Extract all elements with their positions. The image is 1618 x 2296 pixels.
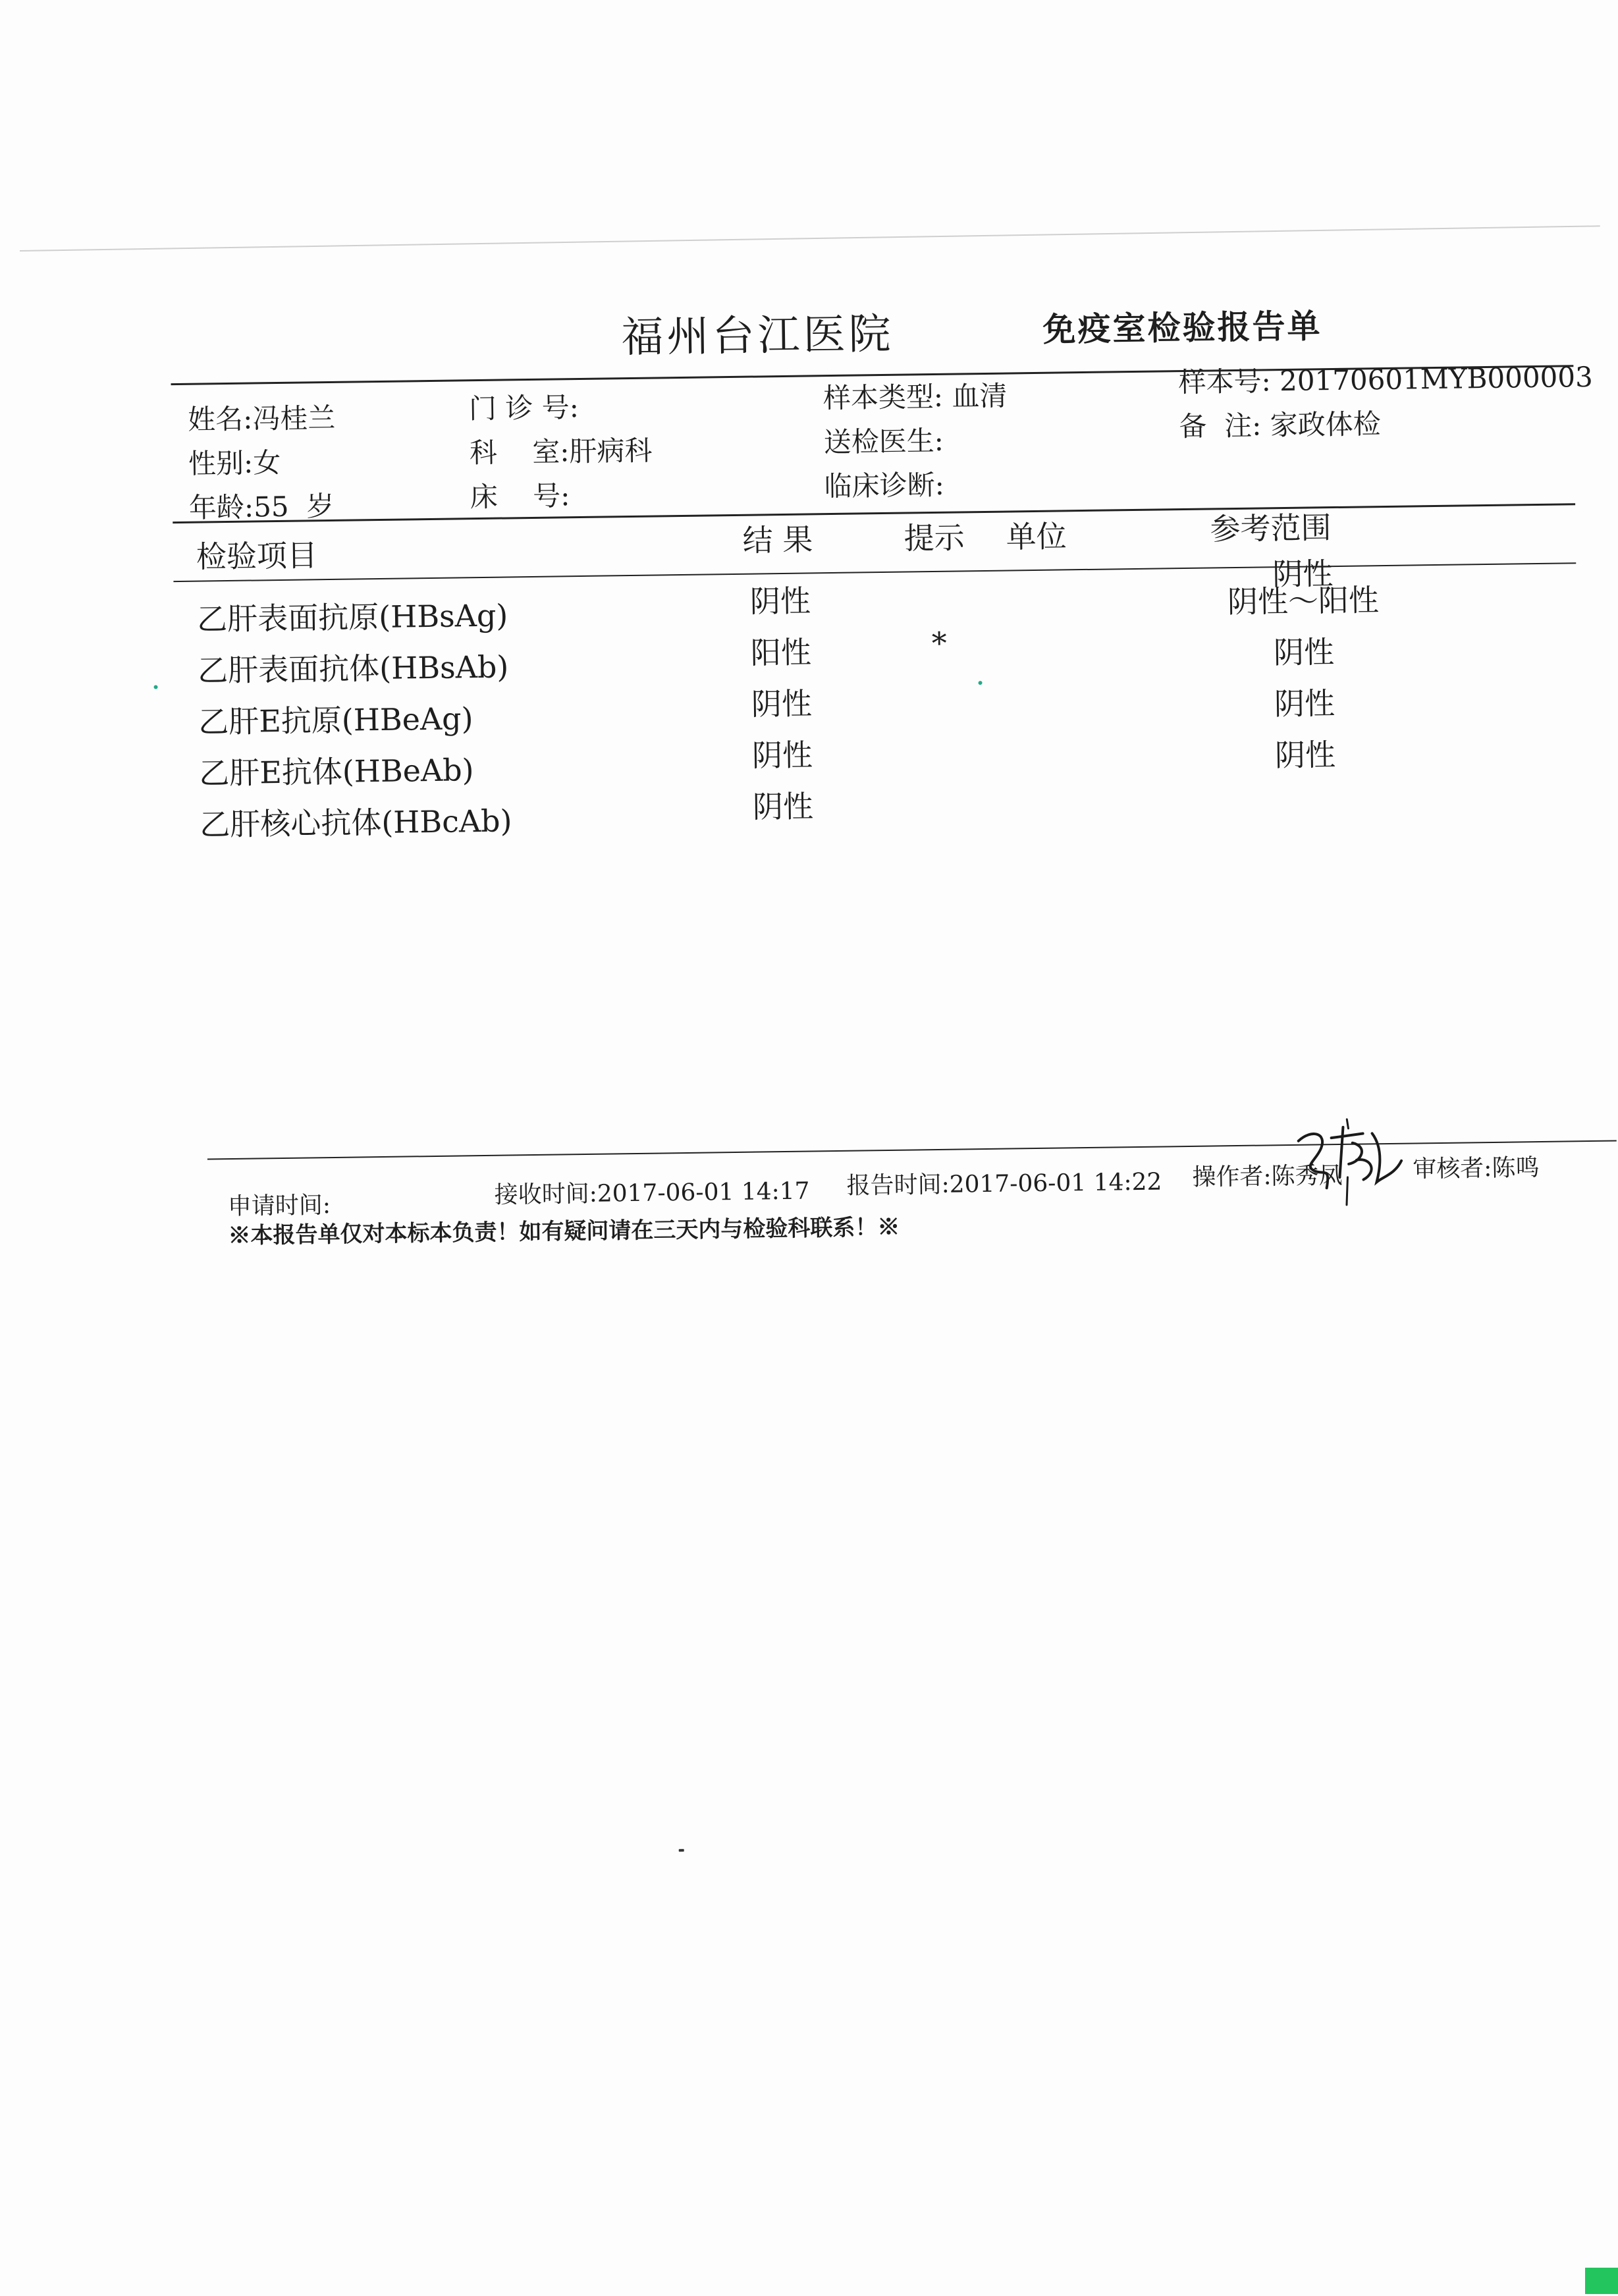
corner-tag — [1585, 2268, 1618, 2294]
hospital-name: 福州台江医院 — [621, 309, 895, 363]
reference-range: 阴性 — [1274, 737, 1336, 774]
report-time-label: 报告时间: — [846, 1171, 950, 1200]
age-unit: 岁 — [306, 489, 335, 523]
reference-top: 阴性 — [1272, 556, 1334, 593]
operator-label: 操作者: — [1192, 1163, 1272, 1191]
sample-type-label: 样本类型: — [822, 380, 944, 415]
remark-value: 家政体检 — [1270, 408, 1382, 442]
gender-field — [188, 441, 281, 482]
remark-field — [1179, 402, 1381, 444]
age-label: 年龄: — [188, 491, 254, 524]
doctor-label: 送检医生: — [823, 424, 944, 459]
request-time-label: 申请时间: — [227, 1192, 331, 1221]
test-result: 阴性 — [751, 737, 813, 774]
sample-no-value: 20170601MYB000003 — [1279, 360, 1594, 398]
operator-value: 陈秀凤 — [1271, 1161, 1343, 1190]
remark-label: 备 注: — [1179, 409, 1262, 443]
receive-time-field — [494, 1173, 810, 1210]
test-item-name: 乙肝E抗体(HBeAb) — [198, 752, 474, 791]
test-item-name: 乙肝表面抗原(HBsAg) — [196, 597, 508, 637]
receive-time-label: 接收时间: — [494, 1180, 598, 1209]
gender-label: 性别: — [188, 446, 254, 480]
gender-value: 女 — [252, 446, 281, 479]
doctor-field — [823, 419, 944, 460]
test-result: 阳性 — [750, 634, 812, 671]
department-value: 肝病科 — [569, 434, 653, 468]
col-header-unit: 单位 — [1006, 518, 1067, 555]
department-field — [469, 429, 652, 471]
receive-time-value: 2017-06-01 14:17 — [597, 1177, 810, 1208]
reviewer-field — [1413, 1149, 1540, 1185]
col-header-flag: 提示 — [903, 520, 965, 556]
test-item-name: 乙肝核心抗体(HBcAb) — [199, 803, 512, 843]
report-title: 免疫室检验报告单 — [1042, 306, 1322, 349]
reference-range: 阴性 — [1273, 634, 1335, 671]
test-result: 阴性 — [752, 788, 814, 825]
outpatient-no-field — [469, 386, 580, 427]
disclaimer-note: ※本报告单仅对本标本负责！如有疑问请在三天内与检验科联系！※ — [228, 1214, 900, 1250]
sample-type-field — [822, 375, 1007, 417]
diagnosis-field — [824, 464, 944, 504]
sample-no-label: 样本号: — [1178, 365, 1272, 399]
report-time-field — [846, 1163, 1162, 1201]
col-header-reference: 参考范围 — [1210, 510, 1332, 547]
test-result: 阴性 — [749, 583, 811, 620]
sample-no-field — [1178, 356, 1593, 400]
patient-name-label: 姓名: — [187, 402, 253, 436]
scan-speck — [154, 685, 158, 689]
outpatient-no-label: 门 诊 号: — [468, 391, 580, 425]
age-value: 55 — [253, 490, 289, 523]
reviewer-value: 陈鸣 — [1492, 1154, 1540, 1182]
abnormal-flag: * — [931, 625, 948, 662]
test-item-name: 乙肝E抗原(HBeAg) — [198, 701, 473, 740]
bed-label: 床 号: — [470, 479, 570, 514]
test-item-name: 乙肝表面抗体(HBsAb) — [197, 649, 509, 689]
reference-range: 阴性 — [1274, 685, 1335, 722]
handwritten-signature — [1283, 1113, 1416, 1214]
col-header-item: 检验项目 — [196, 537, 318, 575]
department-label: 科 室: — [469, 435, 570, 469]
col-header-result: 结 果 — [742, 521, 813, 558]
reference-range: 阴性～阳性 — [1227, 582, 1380, 620]
diagnosis-label: 临床诊断: — [824, 468, 945, 503]
test-result: 阴性 — [751, 685, 813, 722]
sample-type-value: 血清 — [952, 379, 1008, 413]
report-time-value: 2017-06-01 14:22 — [949, 1168, 1162, 1198]
patient-name-value: 冯桂兰 — [252, 401, 336, 435]
bed-field — [470, 474, 570, 515]
reviewer-label: 审核者: — [1413, 1154, 1492, 1183]
scan-speck — [679, 1849, 684, 1852]
scan-speck — [979, 681, 983, 685]
patient-name-field — [188, 396, 336, 438]
